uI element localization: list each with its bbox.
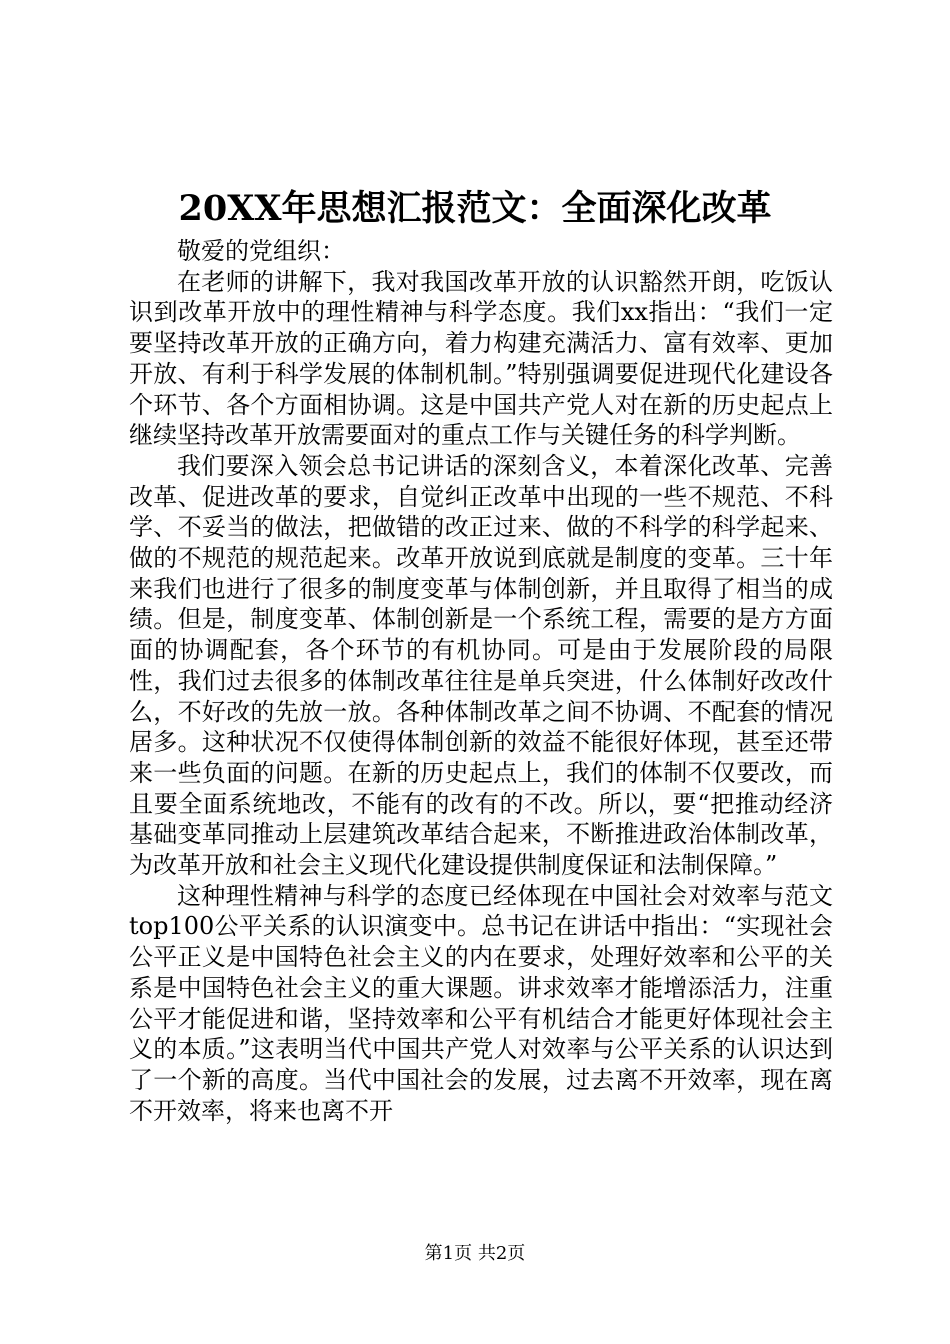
page-footer: 第1页 共2页 (424, 1243, 526, 1264)
salutation: 敬爱的党组织： (177, 237, 345, 265)
paragraph: 在老师的讲解下，我对我国改革开放的认识豁然开朗，吃饭认识到改革开放中的理性精神与科学态度。我们xx指出：“我们一定要坚持改革开放的正确方向，着力构建充满活力、富有效率、更加开放、有利于科学发展的体制机制。”特别强调要促进现代化建设各个环节、各个方面相协调。这是中国共产党人对在新的历史起点上继续坚持改革开放需要面对的重点工作与关键任务的科学判断。 (129, 267, 833, 450)
document-body (129, 236, 833, 1126)
paragraph: 这种理性精神与科学的态度已经体现在中国社会对效率与范文top100公平关系的认识演变中。总书记在讲话中指出：“实现社会公平正义是中国特色社会主义的内在要求，处理好效率和公平的关系是中国特色社会主义的重大课题。讲求效率才能增添活力，注重公平才能促进和谐，坚持效率和公平有机结合才能更好体现社会主义的本质。”这表明当代中国共产党人对效率与公平关系的认识达到了一个新的高度。当代中国社会的发展，过去离不开效率，现在离不开效率，将来也离不开 (129, 881, 833, 1125)
document-title: 20XX年思想汇报范文：全面深化改革 (178, 188, 772, 229)
paragraph: 我们要深入领会总书记讲话的深刻含义，本着深化改革、完善改革、促进改革的要求，自觉纠正改革中出现的一些不规范、不科学、不妥当的做法，把做错的改正过来、做的不科学的科学起来、做的不规范的规范起来。改革开放说到底就是制度的变革。三十年来我们也进行了很多的制度变革与体制创新，并且取得了相当的成绩。但是，制度变革、体制创新是一个系统工程，需要的是方方面面的协调配套，各个环节的有机协同。可是由于发展阶段的局限性，我们过去很多的体制改革往往是单兵突进，什么体制好改改什么，不好改的先放一放。各种体制改革之间不协调、不配套的情况居多。这种状况不仅使得体制创新的效益不能很好体现，甚至还带来一些负面的问题。在新的历史起点上，我们的体制不仅要改，而且要全面系统地改，不能有的改有的不改。所以，要“把推动经济基础变革同推动上层建筑改革结合起来，不断推进政治体制改革，为改革开放和社会主义现代化建设提供制度保证和法制保障。” (129, 451, 833, 880)
